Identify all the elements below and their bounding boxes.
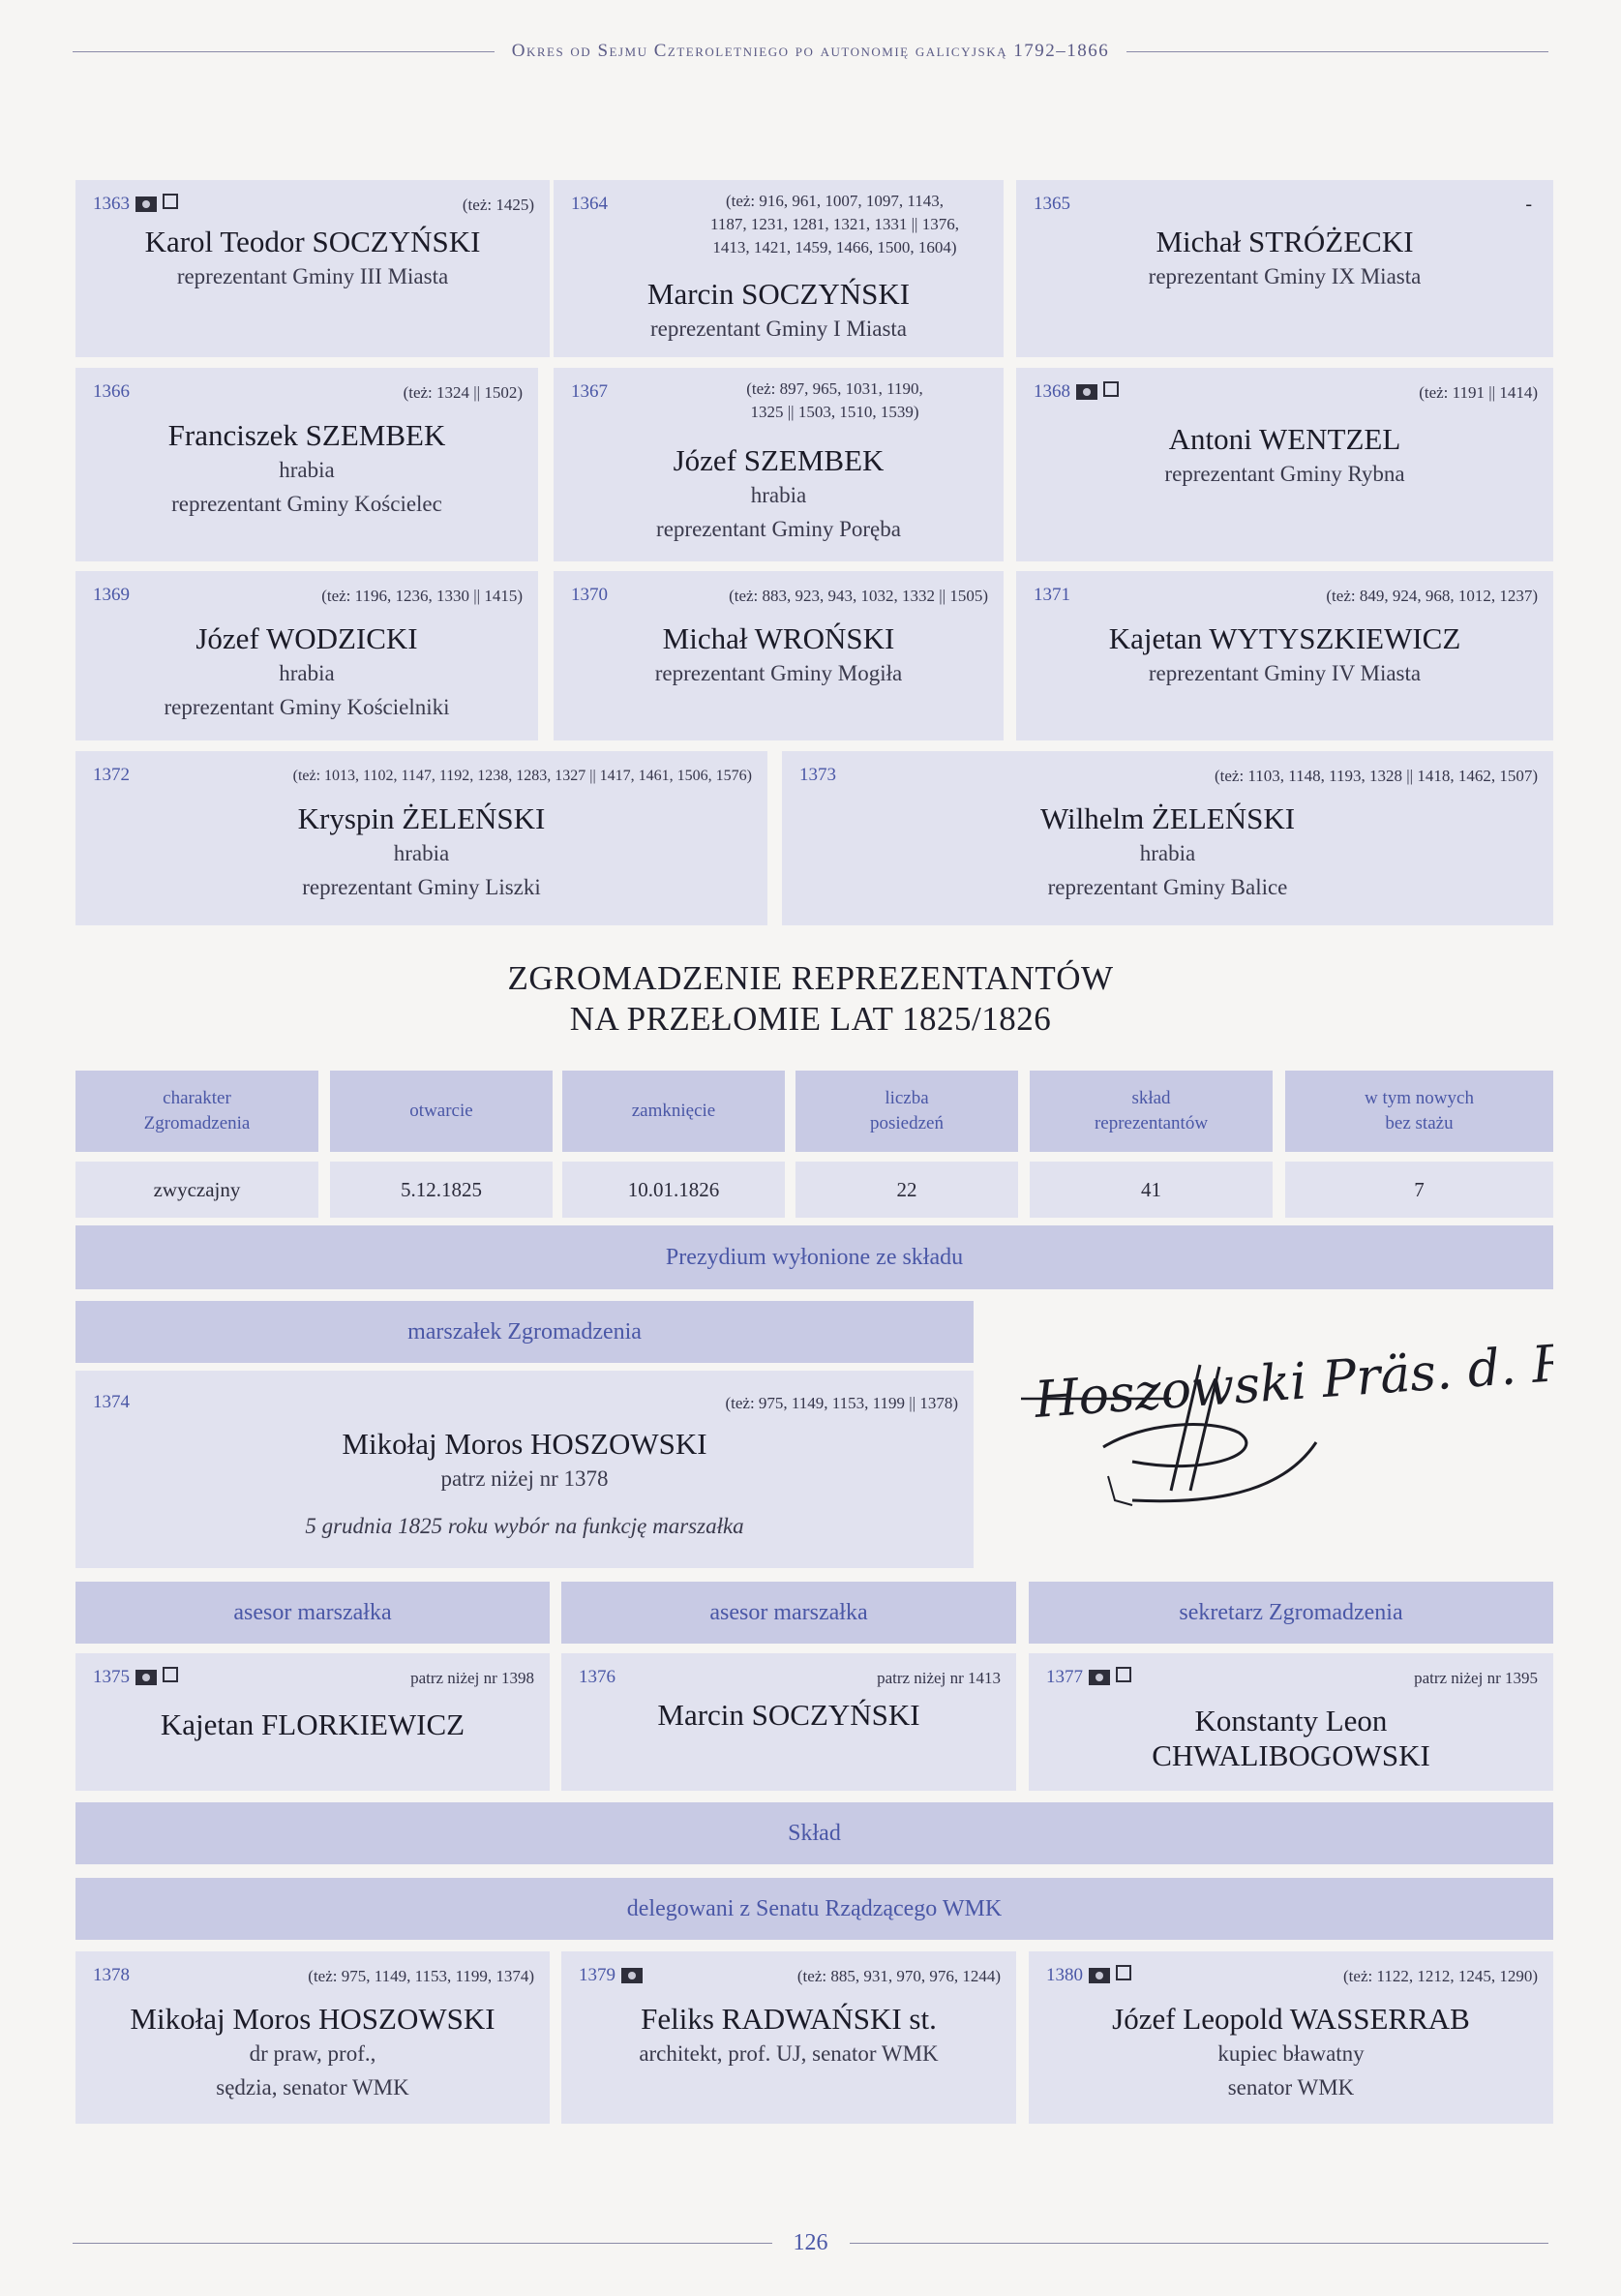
section-title-line: ZGROMADZENIE REPREZENTANTÓW — [507, 959, 1114, 997]
running-title: Okres od Sejmu Czteroletniego po autonomię galicyjską 1792–1866 — [511, 41, 1110, 61]
cell-value: 10.01.1826 — [627, 1177, 720, 1201]
handwritten-signature — [987, 1307, 1553, 1558]
person-card-1373 — [782, 751, 1553, 925]
person-name: Marcin SOCZYŃSKI — [657, 1698, 920, 1732]
cross-reference-line: 1325 || 1503, 1510, 1539) — [750, 403, 919, 421]
header-rule-left — [73, 51, 495, 52]
person-title: hrabia — [279, 661, 335, 685]
photo-icon — [135, 196, 157, 212]
page-number: 126 — [793, 2229, 828, 2255]
person-name: Michał WROŃSKI — [662, 621, 895, 655]
cross-reference: (też: 1103, 1148, 1193, 1328 || 1418, 1462, 1507) — [1214, 767, 1538, 785]
entry-number: 1366 — [93, 381, 130, 402]
cross-reference: patrz niżej nr 1413 — [877, 1669, 1001, 1687]
cross-reference: (też: 885, 931, 970, 976, 1244) — [796, 1967, 1001, 1985]
photo-icon — [1089, 1670, 1110, 1685]
person-name: Kryspin ŻELEŃSKI — [297, 801, 546, 835]
person-card-1364 — [554, 180, 1004, 357]
person-role: reprezentant Gminy IX Miasta — [1148, 264, 1422, 288]
person-card-1376 — [561, 1653, 1016, 1791]
entry-number: 1372 — [93, 765, 130, 785]
person-card-1378 — [75, 1951, 550, 2124]
header-text: posiedzeń — [870, 1113, 944, 1133]
election-note: 5 grudnia 1825 roku wybór na funkcję marszałka — [305, 1514, 744, 1538]
person-name: Kajetan WYTYSZKIEWICZ — [1108, 621, 1461, 655]
person-card-1372 — [75, 751, 767, 925]
person-name: CHWALIBOGOWSKI — [1152, 1738, 1430, 1772]
person-card-1379 — [561, 1951, 1016, 2124]
person-name: Kajetan FLORKIEWICZ — [160, 1707, 465, 1741]
person-card-1370 — [554, 571, 1004, 740]
cross-reference: patrz niżej nr 1398 — [410, 1669, 534, 1687]
photo-icon — [1076, 384, 1097, 400]
signature-image — [987, 1307, 1553, 1558]
band-composition — [75, 1802, 1553, 1864]
running-header — [73, 37, 1548, 66]
header-text: zamknięcie — [631, 1101, 716, 1121]
box-icon — [163, 1667, 178, 1682]
header-text: w tym nowych — [1365, 1088, 1474, 1108]
person-card-1369 — [75, 571, 538, 740]
person-card-1374 — [75, 1371, 974, 1568]
table-header-nowych — [1285, 1071, 1553, 1152]
table-cell — [795, 1162, 1018, 1218]
signature-strokes: Hoszowski Präs. d. R. — [1033, 1333, 1553, 1430]
cross-reference: (też: 1425) — [462, 196, 534, 214]
section-title-line: NA PRZEŁOMIE LAT 1825/1826 — [569, 1000, 1052, 1038]
header-text: skład — [1131, 1088, 1171, 1108]
photo-icon — [621, 1968, 643, 1983]
cross-reference — [679, 190, 990, 259]
band-assessor-1 — [75, 1582, 550, 1644]
header-text: reprezentantów — [1094, 1113, 1209, 1133]
header-rule-right — [1126, 51, 1548, 52]
person-role: reprezentant Gminy Rybna — [1164, 462, 1405, 486]
entry-number: 1380 — [1046, 1965, 1131, 1986]
see-below-note: patrz niżej nr 1378 — [440, 1466, 609, 1491]
person-role: reprezentant Gminy IV Miasta — [1148, 661, 1422, 685]
band-marshal — [75, 1301, 974, 1363]
entry-number: 1365 — [1034, 194, 1070, 214]
person-role: kupiec bławatny — [1217, 2041, 1365, 2066]
table-cell — [1030, 1162, 1273, 1218]
person-card-1363 — [75, 180, 550, 357]
box-icon — [1116, 1965, 1131, 1980]
band-label: sekretarz Zgromadzenia — [1179, 1599, 1403, 1625]
cell-value: 5.12.1825 — [401, 1177, 482, 1201]
person-title: hrabia — [279, 458, 335, 482]
band-secretary — [1029, 1582, 1553, 1644]
table-cell — [562, 1162, 785, 1218]
entry-number: 1367 — [571, 381, 608, 402]
cell-value: 22 — [896, 1177, 917, 1201]
header-text: otwarcie — [409, 1101, 473, 1121]
person-role: reprezentant Gminy Balice — [1047, 875, 1288, 899]
entry-number: 1374 — [93, 1392, 130, 1412]
cell-value: 41 — [1141, 1177, 1161, 1201]
box-icon — [163, 194, 178, 209]
person-title: hrabia — [750, 483, 807, 507]
table-header-charakter — [75, 1071, 318, 1152]
header-text: Zgromadzenia — [143, 1113, 251, 1133]
person-card-1375 — [75, 1653, 550, 1791]
entry-number: 1378 — [93, 1965, 130, 1985]
box-icon — [1116, 1667, 1131, 1682]
cross-reference-line: 1413, 1421, 1459, 1466, 1500, 1604) — [712, 238, 957, 257]
cross-reference: (też: 849, 924, 968, 1012, 1237) — [1326, 587, 1538, 605]
table-cell — [75, 1162, 318, 1218]
entry-number: 1370 — [571, 585, 608, 605]
entry-number: 1373 — [799, 765, 836, 785]
cross-reference: (też: 975, 1149, 1153, 1199 || 1378) — [725, 1394, 958, 1412]
person-role: reprezentant Gminy Poręba — [656, 517, 901, 541]
person-role: reprezentant Gminy Liszki — [302, 875, 541, 899]
section-title — [0, 958, 1621, 1040]
band-label: asesor marszałka — [709, 1599, 868, 1625]
person-name: Mikołaj Moros HOSZOWSKI — [342, 1427, 707, 1461]
person-role: sędzia, senator WMK — [216, 2075, 409, 2100]
cross-reference: (też: 1122, 1212, 1245, 1290) — [1343, 1967, 1538, 1985]
cross-reference: (też: 1324 || 1502) — [403, 383, 523, 402]
person-role: architekt, prof. UJ, senator WMK — [639, 2041, 939, 2066]
person-name: Wilhelm ŻELEŃSKI — [1039, 801, 1296, 835]
band-label: asesor marszałka — [233, 1599, 392, 1625]
person-role: reprezentant Gminy III Miasta — [176, 264, 449, 288]
cross-reference-line: (też: 897, 965, 1031, 1190, — [746, 379, 923, 398]
table-header-otwarcie — [330, 1071, 553, 1152]
entry-number: 1371 — [1034, 585, 1070, 605]
cross-reference: (też: 975, 1149, 1153, 1199, 1374) — [308, 1967, 534, 1985]
person-name: Antoni WENTZEL — [1168, 422, 1401, 456]
band-label: marszałek Zgromadzenia — [407, 1318, 642, 1344]
page-footer — [73, 2228, 1548, 2257]
no-reference-dash: - — [1525, 194, 1532, 215]
person-card-1368 — [1016, 368, 1553, 561]
band-label: delegowani z Senatu Rządzącego WMK — [626, 1895, 1003, 1921]
person-name: Franciszek SZEMBEK — [167, 418, 446, 452]
cross-reference: (też: 883, 923, 943, 1032, 1332 || 1505) — [729, 587, 988, 605]
person-card-1365 — [1016, 180, 1553, 357]
table-header-zamkniecie — [562, 1071, 785, 1152]
band-presidium — [75, 1225, 1553, 1289]
header-text: charakter — [163, 1088, 231, 1108]
table-cell — [330, 1162, 553, 1218]
band-label: Skład — [788, 1820, 841, 1846]
entry-number: 1379 — [579, 1965, 643, 1986]
footer-rule-left — [73, 2243, 772, 2244]
person-card-1371 — [1016, 571, 1553, 740]
entry-number: 1369 — [93, 585, 130, 605]
cross-reference: (też: 1013, 1102, 1147, 1192, 1238, 1283, 1327 || 1417, 1461, 1506, 1576) — [292, 768, 752, 784]
table-cell — [1285, 1162, 1553, 1218]
person-role: reprezentant Gminy I Miasta — [649, 317, 908, 341]
person-name: Michał STRÓŻECKI — [1156, 225, 1414, 258]
band-label: Prezydium wyłonione ze składu — [665, 1244, 964, 1270]
person-name: Marcin SOCZYŃSKI — [646, 277, 911, 311]
person-role: dr praw, prof., — [249, 2041, 376, 2066]
cross-reference: patrz niżej nr 1395 — [1414, 1669, 1538, 1687]
cell-value: zwyczajny — [153, 1177, 241, 1201]
box-icon — [1103, 381, 1119, 397]
person-name: Józef SZEMBEK — [673, 443, 885, 477]
entry-number: 1375 — [93, 1667, 178, 1688]
cross-reference: (też: 1191 || 1414) — [1419, 383, 1538, 402]
person-name: Karol Teodor SOCZYŃSKI — [144, 225, 481, 258]
person-role: reprezentant Gminy Kościelec — [171, 492, 442, 516]
entry-number: 1376 — [579, 1667, 615, 1687]
band-delegates — [75, 1878, 1553, 1940]
cross-reference: (też: 1196, 1236, 1330 || 1415) — [321, 587, 523, 605]
person-card-1367 — [554, 368, 1004, 561]
person-card-1377 — [1029, 1653, 1553, 1791]
person-role: reprezentant Gminy Mogiła — [654, 661, 903, 685]
person-role: senator WMK — [1227, 2075, 1355, 2100]
band-assessor-2 — [561, 1582, 1016, 1644]
table-header-sklad — [1030, 1071, 1273, 1152]
cross-reference-line: 1187, 1231, 1281, 1321, 1331 || 1376, — [710, 215, 959, 233]
person-card-1380 — [1029, 1951, 1553, 2124]
photo-icon — [135, 1670, 157, 1685]
footer-rule-right — [850, 2243, 1549, 2244]
person-name: Konstanty Leon — [1194, 1704, 1388, 1737]
entry-number: 1368 — [1034, 381, 1119, 403]
person-title: hrabia — [393, 841, 450, 865]
entry-number: 1377 — [1046, 1667, 1131, 1688]
person-card-1366 — [75, 368, 538, 561]
person-name: Mikołaj Moros HOSZOWSKI — [130, 2002, 495, 2036]
person-name: Józef Leopold WASSERRAB — [1112, 2002, 1470, 2036]
table-header-liczba-posiedzen — [795, 1071, 1018, 1152]
header-text: liczba — [885, 1088, 929, 1108]
person-title: hrabia — [1139, 841, 1196, 865]
photo-icon — [1089, 1968, 1110, 1983]
cross-reference — [679, 378, 990, 424]
entry-number: 1364 — [571, 194, 608, 214]
entry-number: 1363 — [93, 194, 178, 215]
person-name: Feliks RADWAŃSKI st. — [641, 2002, 937, 2036]
person-role: reprezentant Gminy Kościelniki — [164, 695, 450, 719]
header-text: bez stażu — [1385, 1113, 1454, 1133]
person-name: Józef WODZICKI — [195, 621, 418, 655]
cross-reference-line: (też: 916, 961, 1007, 1097, 1143, — [725, 192, 945, 210]
cell-value: 7 — [1414, 1177, 1425, 1201]
